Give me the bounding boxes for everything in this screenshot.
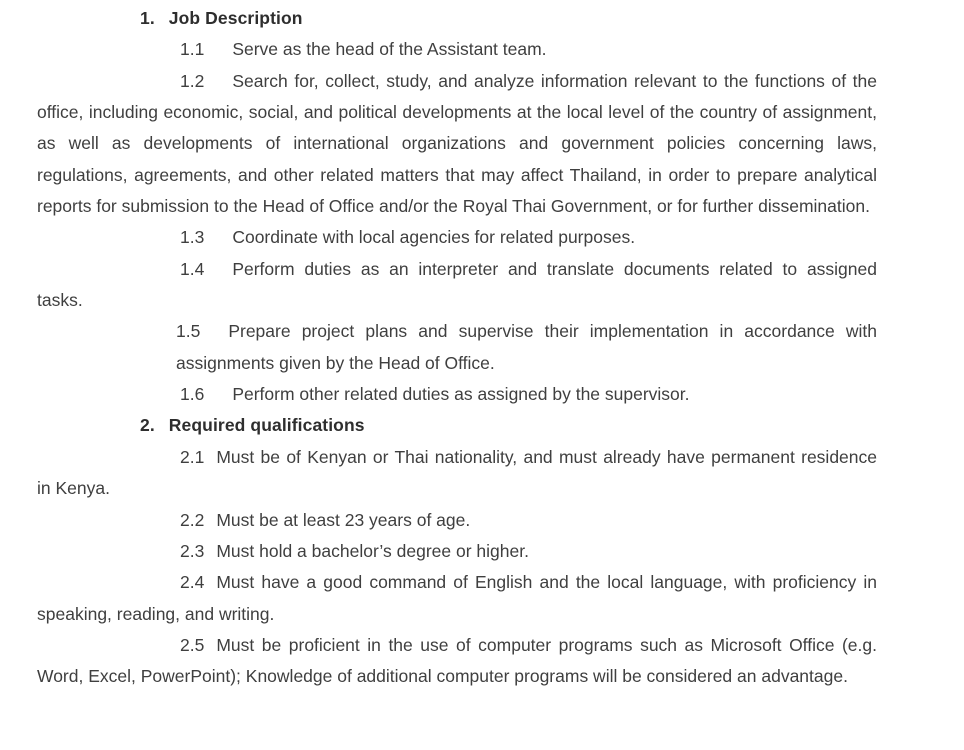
list-item-1-2 (37, 66, 877, 223)
section-1-number: 1. (140, 8, 155, 28)
section-1-title: Job Description (168, 8, 303, 28)
item-number: 1.5 (176, 321, 201, 342)
list-item-2-3 (37, 536, 877, 567)
list-item-1-6 (37, 379, 877, 410)
list-item-1-5 (176, 316, 877, 379)
section-2-heading (140, 410, 877, 441)
section-2-number: 2. (140, 415, 155, 436)
item-text: Must be at least 23 years of age. (216, 509, 471, 530)
item-number: 1.4 (180, 258, 205, 279)
item-number: 2.1 (180, 446, 205, 467)
item-text: Search for, collect, study, and analyze information relevant to the functions of the office, including economic, social, and political developments at the local level of the country of assignment, as well as developments of international organizations and government policies concerning laws, regulations, agreements, and other related matters that may affect Thailand, in order to prepare analytical reports for submission to the Head of Office and/or the Royal Thai Government, or for further dissemination. (37, 70, 877, 217)
item-text: Prepare project plans and supervise their implementation in accordance with assignments given by the Head of Office. (176, 321, 877, 373)
item-number: 1.3 (180, 227, 205, 248)
item-number: 2.5 (180, 634, 205, 655)
item-number: 2.2 (180, 509, 205, 530)
list-item-1-1 (37, 34, 877, 65)
item-number: 2.3 (180, 540, 205, 561)
list-item-1-3 (37, 222, 877, 253)
list-item-2-5 (37, 630, 877, 693)
item-number: 1.1 (180, 39, 205, 60)
item-text: Coordinate with local agencies for related purposes. (232, 227, 636, 248)
item-number: 2.4 (180, 572, 205, 593)
list-item-2-1 (37, 442, 877, 505)
list-item-1-4 (37, 254, 877, 317)
list-item-2-4 (37, 567, 877, 630)
item-number: 1.2 (180, 70, 205, 91)
list-item-2-2 (37, 505, 877, 536)
item-text: Perform duties as an interpreter and translate documents related to assigned tasks. (37, 258, 877, 311)
item-text: Perform other related duties as assigned by the supervisor. (232, 384, 690, 405)
section-1-heading (140, 3, 877, 34)
item-text: Must have a good command of English and the local language, with proficiency in speaking, reading, and writing. (37, 572, 877, 624)
item-number: 1.6 (180, 384, 205, 405)
item-text: Must be of Kenyan or Thai nationality, and must already have permanent residence in Kenya. (37, 446, 877, 499)
section-2-title: Required qualifications (168, 415, 365, 436)
item-text: Serve as the head of the Assistant team. (232, 39, 547, 60)
item-text: Must be proficient in the use of computer programs such as Microsoft Office (e.g. Word, Excel, PowerPoint); Knowledge of additional computer programs will be considered an advantage. (37, 634, 877, 687)
item-text: Must hold a bachelor’s degree or higher. (216, 540, 529, 561)
